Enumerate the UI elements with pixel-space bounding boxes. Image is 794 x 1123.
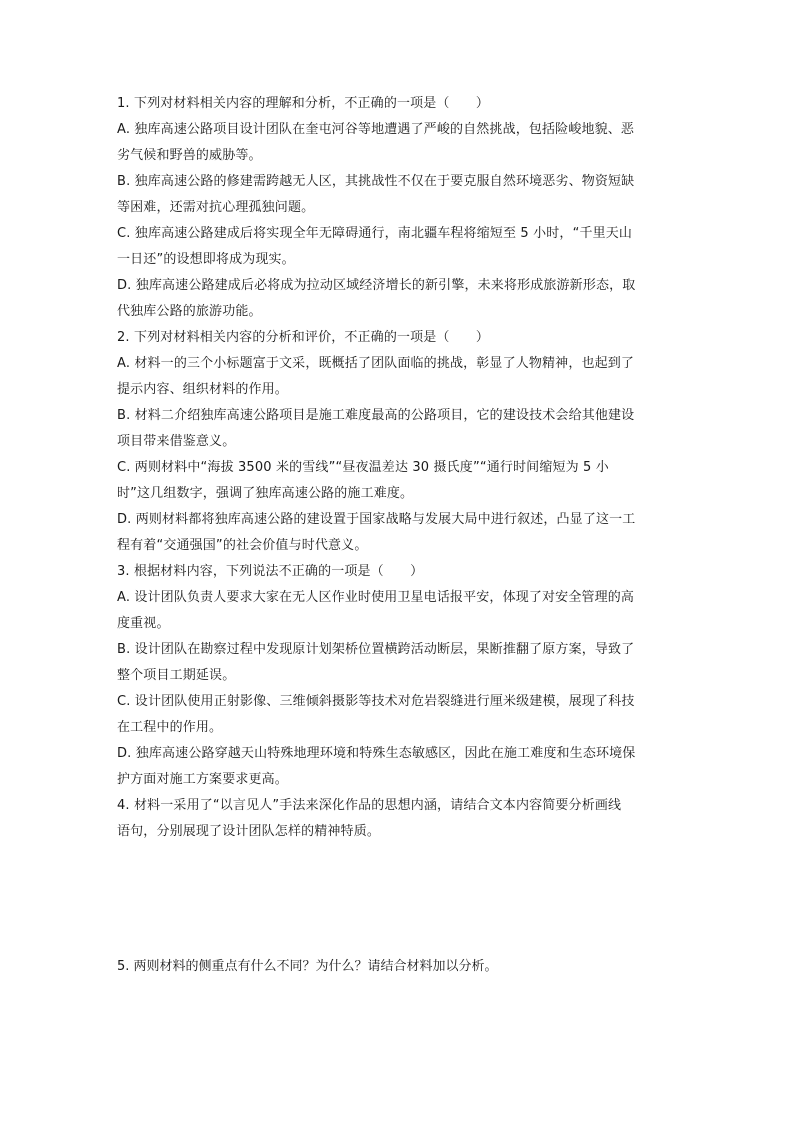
question-2-option-b: B. 材料二介绍独库高速公路项目是施工难度最高的公路项目，它的建设技术会给其他建设 xyxy=(117,408,635,423)
question-2-option-a: A. 材料一的三个小标题富于文采，既概括了团队面临的挑战，彰显了人物精神，也起到了 xyxy=(117,356,635,371)
question-4-stem-cont: 语句，分别展现了设计团队怎样的精神特质。 xyxy=(117,824,381,839)
question-3-option-c: C. 设计团队使用正射影像、三维倾斜摄影等技术对危岩裂缝进行厘米级建模，展现了科技 xyxy=(117,694,635,709)
question-3 xyxy=(117,559,672,793)
question-2 xyxy=(117,325,672,559)
question-2-option-c-cont: 时”这几组数字，强调了独库高速公路的施工难度。 xyxy=(117,486,414,501)
question-1-stem: 1. 下列对材料相关内容的理解和分析，不正确的一项是（ ） xyxy=(117,96,490,111)
question-5: 5. 两则材料的侧重点有什么不同？为什么？请结合材料加以分析。 xyxy=(117,959,498,974)
question-2-option-b-cont: 项目带来借鉴意义。 xyxy=(117,434,236,449)
question-2-option-d: D. 两则材料都将独库高速公路的建设置于国家战略与发展大局中进行叙述，凸显了这一工 xyxy=(117,512,636,527)
question-3-option-a: A. 设计团队负责人要求大家在无人区作业时使用卫星电话报平安，体现了对安全管理的高 xyxy=(117,590,635,605)
question-1 xyxy=(117,91,672,325)
question-1-option-b: B. 独库高速公路的修建需跨越无人区，其挑战性不仅在于要克服自然环境恶劣、物资短缺 xyxy=(117,174,635,189)
question-3-option-b-cont: 整个项目工期延误。 xyxy=(117,668,236,683)
question-1-option-c-cont: 一日还”的设想即将成为现实。 xyxy=(117,252,295,267)
question-1-option-b-cont: 等困难，还需对抗心理孤独问题。 xyxy=(117,200,315,215)
question-2-option-c: C. 两则材料中“海拔 3500 米的雪线”“昼夜温差达 30 摄氏度”“通行时间缩短为 5 小 xyxy=(117,460,609,475)
question-1-option-a: A. 独库高速公路项目设计团队在奎屯河谷等地遭遇了严峻的自然挑战，包括险峻地貌、恶 xyxy=(117,122,635,137)
question-3-stem: 3. 根据材料内容，下列说法不正确的一项是（ ） xyxy=(117,564,424,579)
question-3-option-a-cont: 度重视。 xyxy=(117,616,170,631)
question-1-option-d-cont: 代独库公路的旅游功能。 xyxy=(117,304,262,319)
question-1-option-a-cont: 劣气候和野兽的威胁等。 xyxy=(117,148,262,163)
question-3-option-d: D. 独库高速公路穿越天山特殊地理环境和特殊生态敏感区，因此在施工难度和生态环境保 xyxy=(117,746,636,761)
question-3-option-d-cont: 护方面对施工方案要求更高。 xyxy=(117,772,288,787)
question-3-option-b: B. 设计团队在勘察过程中发现原计划架桥位置横跨活动断层，果断推翻了原方案，导致了 xyxy=(117,642,635,657)
question-1-option-d: D. 独库高速公路建成后必将成为拉动区域经济增长的新引擎，未来将形成旅游新形态，取 xyxy=(117,278,636,293)
question-4 xyxy=(117,793,672,845)
questions-block xyxy=(117,91,672,845)
question-4-stem: 4. 材料一采用了“以言见人”手法来深化作品的思想内涵，请结合文本内容简要分析画线 xyxy=(117,798,622,813)
question-2-option-d-cont: 程有着“交通强国”的社会价值与时代意义。 xyxy=(117,538,368,553)
question-3-option-c-cont: 在工程中的作用。 xyxy=(117,720,223,735)
question-2-stem: 2. 下列对材料相关内容的分析和评价，不正确的一项是（ ） xyxy=(117,330,490,345)
question-1-option-c: C. 独库高速公路建成后将实现全年无障碍通行，南北疆车程将缩短至 5 小时，“千里天山 xyxy=(117,226,633,241)
question-2-option-a-cont: 提示内容、组织材料的作用。 xyxy=(117,382,288,397)
